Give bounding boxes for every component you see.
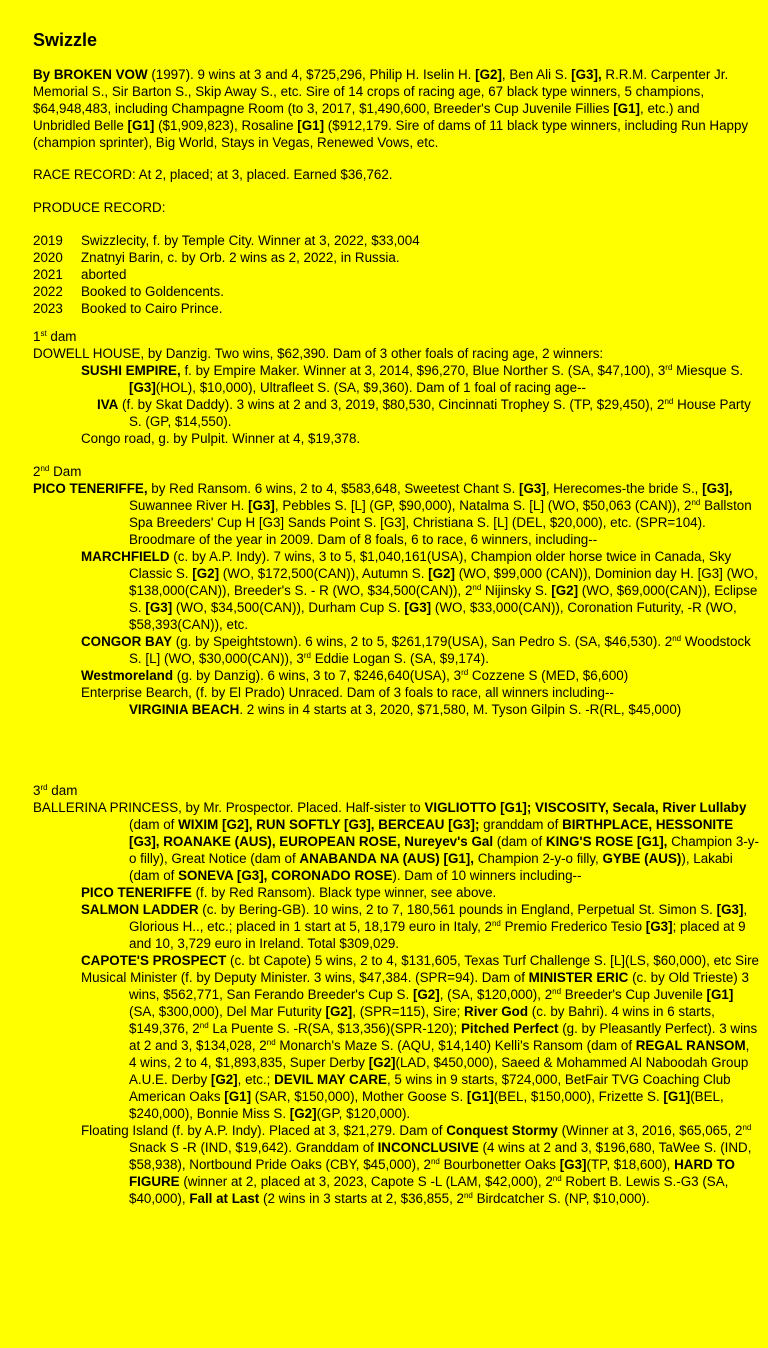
first-dam-section — [33, 328, 760, 447]
floating-island-entry: Floating Island (f. by A.P. Indy). Placed at 3, $21,279. Dam of Conquest Stormy (Winner at 3, 2016, $65,065, 2nd Snack S -R (IND, $19,642). Granddam of INCONCLUSIVE (4 wins at 2 and 3, $196,680, TaWee S. (IND, $58,938), Nortbound Pride Oaks (CBY, $45,000), 2nd Bourbonetter Oaks [G3](TP, $18,600), HARD TO FIGURE (winner at 2, placed at 3, 2023, Capote S -L (LAM, $42,000), 2nd Robert B. Lewis S.-G3 (SA, $40,000), Fall at Last (2 wins in 3 starts at 2, $36,855, 2nd Birdcatcher S. (NP, $10,000). — [81, 1123, 752, 1206]
sire-name: BROKEN VOW — [53, 67, 148, 82]
produce-row: 2020 Znatnyi Barin, c. by Orb. 2 wins as 2, 2022, in Russia. — [33, 250, 400, 265]
salmon-ladder-entry: SALMON LADDER (c. by Bering-GB). 10 wins, 2 to 7, 180,561 pounds in England, Perpetual St. Simon S. [G3], Glorious H.., etc.; placed in 1 start at 5, 18,179 euro in Italy, 2nd Premio Frederico Tesio [G3]; placed at 9 and 10, 3,729 euro in Ireland. Total $309,029. — [81, 902, 748, 951]
capotes-prospect-entry: CAPOTE'S PROSPECT (c. bt Capote) 5 wins, 2 to 4, $131,605, Texas Turf Challenge S. [L](LS, $60,000), etc Sire — [81, 953, 759, 968]
enterprise-bearch-entry: Enterprise Bearch, (f. by El Prado) Unraced. Dam of 3 foals to race, all winners including-- — [81, 685, 614, 700]
horse-title: Swizzle — [33, 30, 98, 50]
first-dam-heading: 1st dam — [33, 329, 77, 344]
produce-row: 2021 aborted — [33, 267, 127, 282]
iva-entry: IVA (f. by Skat Daddy). 3 wins at 2 and 3, 2019, $80,530, Cincinnati Trophey S. (TP, $29,450), 2nd House Party S. (GP, $14,550). — [97, 397, 751, 429]
produce-row: 2019 Swizzlecity, f. by Temple City. Winner at 3, 2022, $33,004 — [33, 233, 420, 248]
pico-teneriffe-entry: PICO TENERIFFE (f. by Red Ransom). Black type winner, see above. — [81, 885, 497, 900]
race-record: RACE RECORD: At 2, placed; at 3, placed. Earned $36,762. — [33, 167, 393, 182]
sushi-empire-entry: SUSHI EMPIRE, f. by Empire Maker. Winner at 3, 2014, $96,270, Blue Norther S. (SA, $47,100), 3rd Miesque S. [G3](HOL), $10,000), Ultrafleet S. (SA, $9,360). Dam of 1 foal of racing age-- — [81, 363, 744, 395]
produce-heading: PRODUCE RECORD: — [33, 200, 166, 215]
pico-teneriffe-main: PICO TENERIFFE, by Red Ransom. 6 wins, 2 to 4, $583,648, Sweetest Chant S. [G3], Herecomes-the bride S., [G3], Suwannee River H. [G3], Pebbles S. [L] (GP, $90,000), Natalma S. [L] (WO, $50,063 (CAN)), 2nd Ballston Spa Breeders' Cup H [G3] Sands Point S. [G3], Christiana S. [L] (DEL, $20,000), etc. (SPR=104). Broodmare of the year in 2009. Dam of 8 foals, 6 to race, 6 winners, including-- — [33, 481, 752, 547]
produce-row: 2023 Booked to Cairo Prince. — [33, 301, 223, 316]
third-dam-section — [33, 782, 760, 1207]
second-dam-heading: 2nd Dam — [33, 464, 82, 479]
marchfield-entry: MARCHFIELD (c. by A.P. Indy). 7 wins, 3 to 5, $1,040,161(USA), Champion older horse twice in Canada, Sky Classic S. [G2] (WO, $172,500(CAN)), Autumn S. [G2] (WO, $99,000 (CAN)), Dominion day H. [G3] (WO, $138,000(CAN)), Breeder's S. - R (WO, $34,500(CAN)), 2nd Nijinsky S. [G2] (WO, $69,000(CAN)), Eclipse S. [G3] (WO, $34,500(CAN)), Durham Cup S. [G3] (WO, $33,000(CAN)), Coronation Futurity, -R (WO, $58,393(CAN)), etc. — [81, 549, 758, 632]
westmoreland-entry: Westmoreland (g. by Danzig). 6 wins, 3 to 7, $246,640(USA), 3rd Cozzene S (MED, $6,600) — [81, 668, 629, 683]
sire-paragraph: By BROKEN VOW (1997). 9 wins at 3 and 4, $725,296, Philip H. Iselin H. [G2], Ben Ali S. [G3], R.R.M. Carpenter Jr. Memorial S., Sir Barton S., Skip Away S., etc. Sire of 14 crops of racing age, 67 black type winners, 5 champions, $64,948,483, including Champagne Room (to 3, 2017, $1,490,600, Breeder's Cup Juvenile Fillies [G1], etc.) and Unbridled Belle [G1] ($1,909,823), Rosaline [G1] ($912,179. Sire of dams of 11 black type winners, including Run Happy (champion sprinter), Big World, Stays in Vegas, Renewed Vows, etc. — [33, 67, 749, 150]
second-dam-section — [33, 463, 760, 718]
first-dam-main: DOWELL HOUSE, by Danzig. Two wins, $62,390. Dam of 3 other foals of racing age, 2 winners: — [33, 346, 604, 361]
congor-bay-entry: CONGOR BAY (g. by Speightstown). 6 wins, 2 to 5, $261,179(USA), San Pedro S. (SA, $46,530). 2nd Woodstock S. [L] (WO, $30,000(CAN)), 3rd Eddie Logan S. (SA, $9,174). — [81, 634, 751, 666]
congo-road-entry: Congo road, g. by Pulpit. Winner at 4, $19,378. — [81, 431, 361, 446]
produce-row: 2022 Booked to Goldencents. — [33, 284, 224, 299]
virginia-beach-entry: VIRGINIA BEACH. 2 wins in 4 starts at 3, 2020, $71,580, M. Tyson Gilpin S. -R(RL, $45,000) — [129, 702, 682, 717]
musical-minister-entry: Musical Minister (f. by Deputy Minister. 3 wins, $47,384. (SPR=94). Dam of MINISTER ERIC (c. by Old Trieste) 3 wins, $562,771, San Ferando Breeder's Cup S. [G2], (SA, $120,000), 2nd Breeder's Cup Juvenile [G1] (SA, $300,000), Del Mar Futurity [G2], (SPR=115), Sire; River God (c. by Bahri). 4 wins in 6 starts, $149,376, 2nd La Puente S. -R(SA, $13,356)(SPR-120); Pitched Perfect (g. by Pleasantly Perfect). 3 wins at 2 and 3, $134,028, 2nd Monarch's Maze S. (AQU, $14,140) Kelli's Ransom (dam of REGAL RANSOM, 4 wins, 2 to 4, $1,893,835, Super Derby [G2](LAD, $450,000), Saeed & Mohammed Al Naboodah Group A.U.E. Derby [G2], etc.; DEVIL MAY CARE, 5 wins in 9 starts, $724,000, BetFair TVG Coaching Club American Oaks [G1] (SAR, $150,000), Mother Goose S. [G1](BEL, $150,000), Frizette S. [G1](BEL, $240,000), Bonnie Miss S. [G2](GP, $120,000). — [81, 970, 758, 1121]
ballerina-princess-main: BALLERINA PRINCESS, by Mr. Prospector. Placed. Half-sister to VIGLIOTTO [G1]; VISCOSITY, Secala, River Lullaby (dam of WIXIM [G2], RUN SOFTLY [G3], BERCEAU [G3]; granddam of BIRTHPLACE, HESSONITE [G3], ROANAKE (AUS), EUROPEAN ROSE, Nureyev's Gal (dam of KING'S ROSE [G1], Champion 3-y-o filly), Great Notice (dam of ANABANDA NA (AUS) [G1], Champion 2-y-o filly, GYBE (AUS)), Lakabi (dam of SONEVA [G3], CORONADO ROSE). Dam of 10 winners including-- — [33, 800, 759, 883]
produce-list — [33, 232, 760, 317]
third-dam-heading: 3rd dam — [33, 783, 78, 798]
